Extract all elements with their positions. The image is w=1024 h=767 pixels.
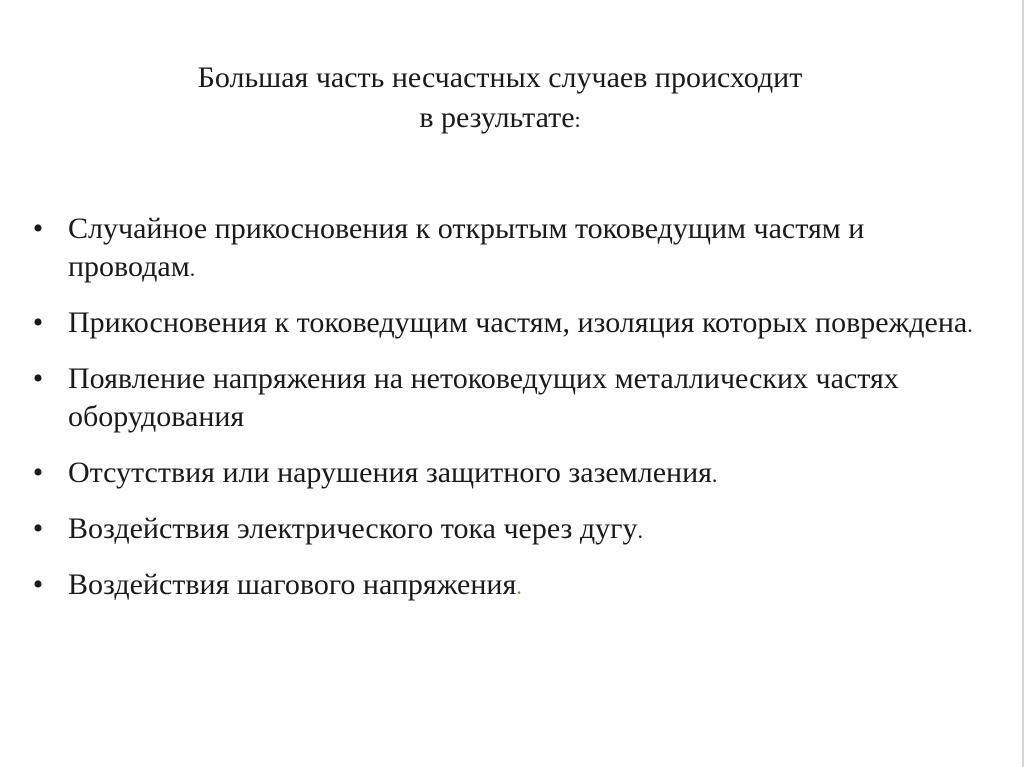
- bullet-list: [28, 210, 988, 622]
- bullet-icon: •: [32, 212, 44, 245]
- list-item-text: Отсутствия или нарушения защитного заземления: [68, 456, 712, 489]
- title-line-2: [0, 98, 1000, 140]
- list-item: [28, 210, 988, 288]
- list-item: [28, 454, 988, 494]
- bullet-icon: •: [32, 362, 44, 395]
- list-item-text: Появление напряжения на нетоковедущих металлических частях оборудования: [68, 362, 899, 433]
- bullet-icon: •: [32, 512, 44, 545]
- title-line-2-text: в результате: [419, 101, 575, 134]
- title-colon: :: [574, 107, 581, 132]
- list-item: [28, 566, 988, 606]
- bullet-icon: •: [32, 568, 44, 601]
- list-item-suffix: .: [711, 462, 718, 487]
- list-item-text: Воздействия шагового напряжения: [68, 568, 517, 601]
- list-item: [28, 510, 988, 550]
- list-item-suffix: .: [189, 256, 196, 281]
- list-item-suffix: .: [516, 574, 522, 599]
- list-item: [28, 304, 988, 344]
- list-item: [28, 360, 988, 438]
- list-item-text: Случайное прикосновения к открытым токоведущим частям и проводам: [68, 212, 865, 283]
- list-item-text: Прикосновения к токоведущим частям, изоляция которых повреждена: [68, 306, 968, 339]
- list-item-suffix: .: [967, 312, 973, 337]
- slide-title: [0, 58, 1000, 140]
- list-item-suffix: .: [637, 518, 643, 543]
- bullet-icon: •: [32, 306, 44, 339]
- title-line-1: Большая часть несчастных случаев происходит: [197, 61, 803, 94]
- list-item-text: Воздействия электрического тока через дугу: [68, 512, 638, 545]
- bullet-icon: •: [32, 456, 44, 489]
